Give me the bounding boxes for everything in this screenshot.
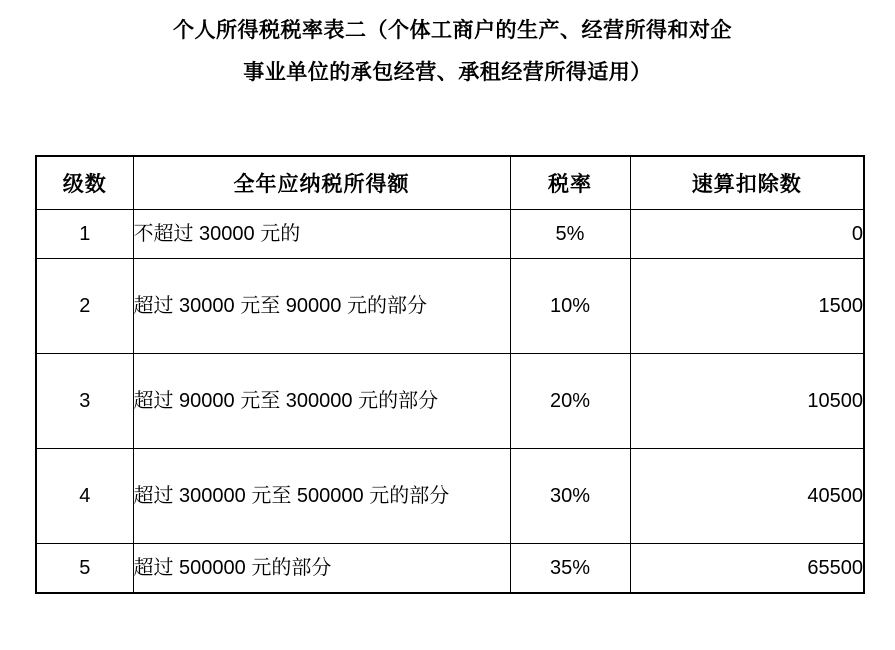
tax-rate-table [35,155,865,594]
table-row [36,354,864,449]
page-title-line-1: 个人所得税税率表二（个体工商户的生产、经营所得和对企 [173,19,732,42]
cell-rate: 20% [510,354,630,449]
cell-level: 2 [36,259,133,354]
table-row [36,449,864,544]
cell-taxable-income: 超过 90000 元至 300000 元的部分 [133,354,510,449]
cell-taxable-income: 超过 30000 元至 90000 元的部分 [133,259,510,354]
cell-taxable-income: 不超过 30000 元的 [133,210,510,259]
cell-level: 4 [36,449,133,544]
page-title [0,0,895,94]
table-row [36,210,864,259]
cell-quick-deduction: 40500 [630,449,864,544]
cell-taxable-income: 超过 300000 元至 500000 元的部分 [133,449,510,544]
page-title-line-2: 事业单位的承包经营、承租经营所得适用） [243,61,652,84]
cell-quick-deduction: 10500 [630,354,864,449]
column-header-level: 级数 [36,156,133,210]
table-row [36,259,864,354]
cell-level: 1 [36,210,133,259]
column-header-rate: 税率 [510,156,630,210]
cell-rate: 35% [510,544,630,594]
cell-level: 3 [36,354,133,449]
table-row [36,544,864,594]
cell-level: 5 [36,544,133,594]
cell-quick-deduction: 1500 [630,259,864,354]
cell-rate: 5% [510,210,630,259]
column-header-taxable-income: 全年应纳税所得额 [133,156,510,210]
tax-rate-table-container [35,155,863,594]
cell-quick-deduction: 65500 [630,544,864,594]
cell-quick-deduction: 0 [630,210,864,259]
cell-rate: 30% [510,449,630,544]
cell-taxable-income: 超过 500000 元的部分 [133,544,510,594]
cell-rate: 10% [510,259,630,354]
column-header-quick-deduction: 速算扣除数 [630,156,864,210]
table-header-row [36,156,864,210]
